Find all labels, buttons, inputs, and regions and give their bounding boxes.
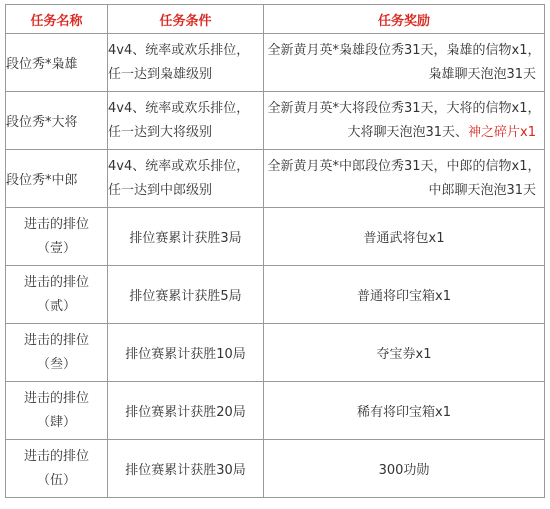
task-condition-line: 4v4、统率或欢乐排位，: [108, 100, 250, 116]
task-table: [5, 4, 545, 498]
task-reward-line: 全新黄月英*枭雄段位秀31天，枭雄的信物x1，: [267, 42, 541, 58]
task-name: 进击的排位: [23, 332, 89, 348]
table-header-row: [6, 5, 545, 34]
task-name-suffix: （贰）: [36, 298, 76, 314]
task-condition-cell: 排位赛累计获胜20局: [108, 382, 264, 440]
task-reward-cell: 稀有将印宝箱x1: [264, 382, 545, 440]
task-name: 段位秀*中郎: [6, 173, 78, 188]
task-condition-line: 任一达到大将级别: [108, 124, 213, 140]
task-reward-cell: 300功勋: [264, 440, 545, 498]
table-row: [6, 324, 545, 382]
task-reward-cell: 普通武将包x1: [264, 208, 545, 266]
task-name-cell: [6, 34, 108, 92]
task-name-suffix: （壹）: [36, 240, 76, 256]
table-row: [6, 266, 545, 324]
task-reward-cell: [264, 92, 545, 150]
task-reward-line: 枭雄聊天泡泡31天: [428, 66, 536, 82]
header-task-condition: 任务条件: [108, 5, 264, 34]
task-name-cell: [6, 266, 108, 324]
task-condition-cell: [108, 34, 264, 92]
task-reward-text: 大将聊天泡泡31天、: [347, 124, 469, 140]
table-row: [6, 208, 545, 266]
task-reward-line: 全新黄月英*大将段位秀31天，大将的信物x1，: [267, 100, 541, 116]
task-condition-cell: 排位赛累计获胜5局: [108, 266, 264, 324]
task-name: 进击的排位: [23, 390, 89, 406]
task-name: 段位秀*大将: [6, 115, 78, 130]
task-name-cell: [6, 440, 108, 498]
task-condition-cell: 排位赛累计获胜30局: [108, 440, 264, 498]
task-condition-cell: [108, 92, 264, 150]
task-reward-cell: 夺宝券x1: [264, 324, 545, 382]
header-task-name: 任务名称: [6, 5, 108, 34]
table-row: [6, 150, 545, 208]
task-condition-line: 4v4、统率或欢乐排位，: [108, 158, 250, 174]
task-reward-cell: [264, 34, 545, 92]
task-reward-line: 中郎聊天泡泡31天: [428, 182, 536, 198]
task-name-cell: [6, 92, 108, 150]
task-name: 段位秀*枭雄: [6, 57, 78, 72]
task-name-cell: [6, 150, 108, 208]
task-condition-cell: [108, 150, 264, 208]
task-name: 进击的排位: [23, 216, 89, 232]
table-row: [6, 92, 545, 150]
table-row: [6, 34, 545, 92]
table-row: [6, 382, 545, 440]
task-name-suffix: （叁）: [36, 356, 76, 372]
table-row: [6, 440, 545, 498]
task-name: 进击的排位: [23, 448, 89, 464]
task-reward-line: 全新黄月英*中郎段位秀31天，中郎的信物x1，: [267, 158, 541, 174]
task-reward-cell: [264, 150, 545, 208]
task-name-suffix: （肆）: [36, 414, 76, 430]
task-name-cell: [6, 208, 108, 266]
task-reward-line: [264, 121, 544, 145]
task-name: 进击的排位: [23, 274, 89, 290]
task-condition-line: 任一达到枭雄级别: [108, 66, 213, 82]
header-task-reward: 任务奖励: [264, 5, 545, 34]
task-reward-cell: 普通将印宝箱x1: [264, 266, 545, 324]
task-condition-line: 4v4、统率或欢乐排位，: [108, 42, 250, 58]
task-name-suffix: （伍）: [36, 472, 76, 488]
task-reward-highlight: 神之碎片x1: [468, 124, 536, 140]
task-table-container: [5, 4, 545, 498]
task-condition-cell: 排位赛累计获胜10局: [108, 324, 264, 382]
task-name-cell: [6, 324, 108, 382]
task-condition-line: 任一达到中郎级别: [108, 182, 213, 198]
task-condition-cell: 排位赛累计获胜3局: [108, 208, 264, 266]
task-name-cell: [6, 382, 108, 440]
